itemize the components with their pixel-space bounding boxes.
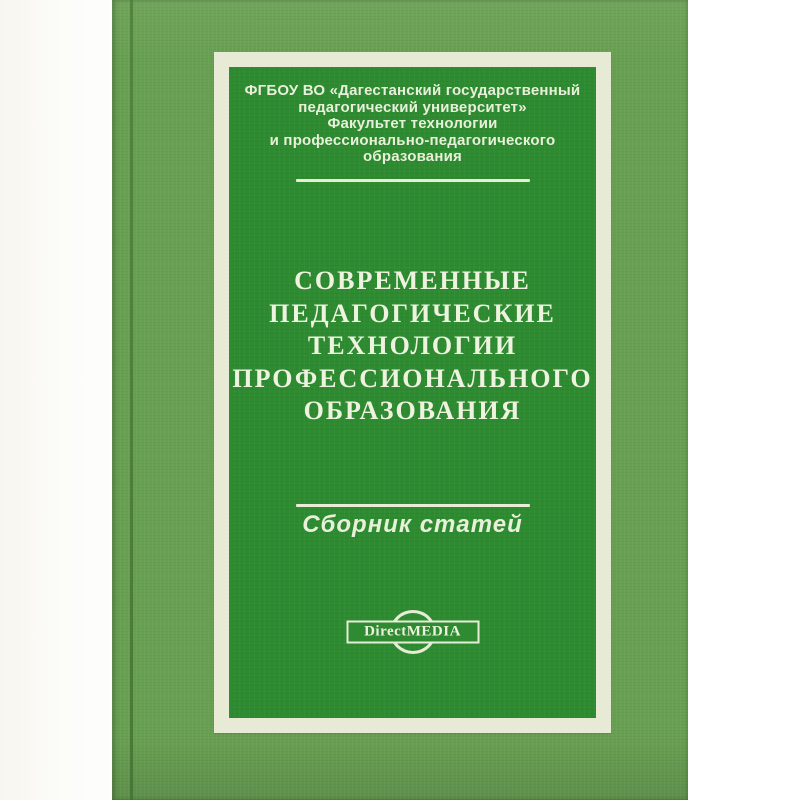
- header-line: и профессионально-педагогического: [269, 131, 556, 149]
- book-spine-groove: [130, 0, 133, 800]
- header-line: ФГБОУ ВО «Дагестанский государственный: [244, 82, 581, 99]
- cover-panel: [229, 67, 596, 718]
- logo-text-media: MEDIA: [406, 623, 461, 640]
- book-cover: [112, 0, 688, 800]
- publisher-logo: [229, 609, 596, 655]
- title-line: ПЕДАГОГИЧЕСКИЕ: [269, 298, 556, 328]
- header-line: Факультет технологии: [327, 115, 498, 132]
- cover-frame: [214, 52, 611, 733]
- logo-box: [346, 621, 479, 644]
- divider-top: [296, 179, 530, 182]
- header-line: образования: [363, 148, 462, 165]
- book-subtitle: Сборник статей: [302, 511, 523, 538]
- book-title: [229, 265, 596, 428]
- header-line: педагогический университет»: [298, 98, 527, 116]
- logo-text-direct: Direct: [364, 623, 407, 640]
- divider-bottom: [296, 504, 530, 507]
- title-line: СОВРЕМЕННЫЕ: [294, 266, 531, 295]
- title-line: ПРОФЕССИОНАЛЬНОГО: [232, 363, 593, 393]
- title-line: ОБРАЗОВАНИЯ: [303, 396, 522, 425]
- university-header: [229, 83, 596, 166]
- title-line: ТЕХНОЛОГИИ: [307, 331, 518, 360]
